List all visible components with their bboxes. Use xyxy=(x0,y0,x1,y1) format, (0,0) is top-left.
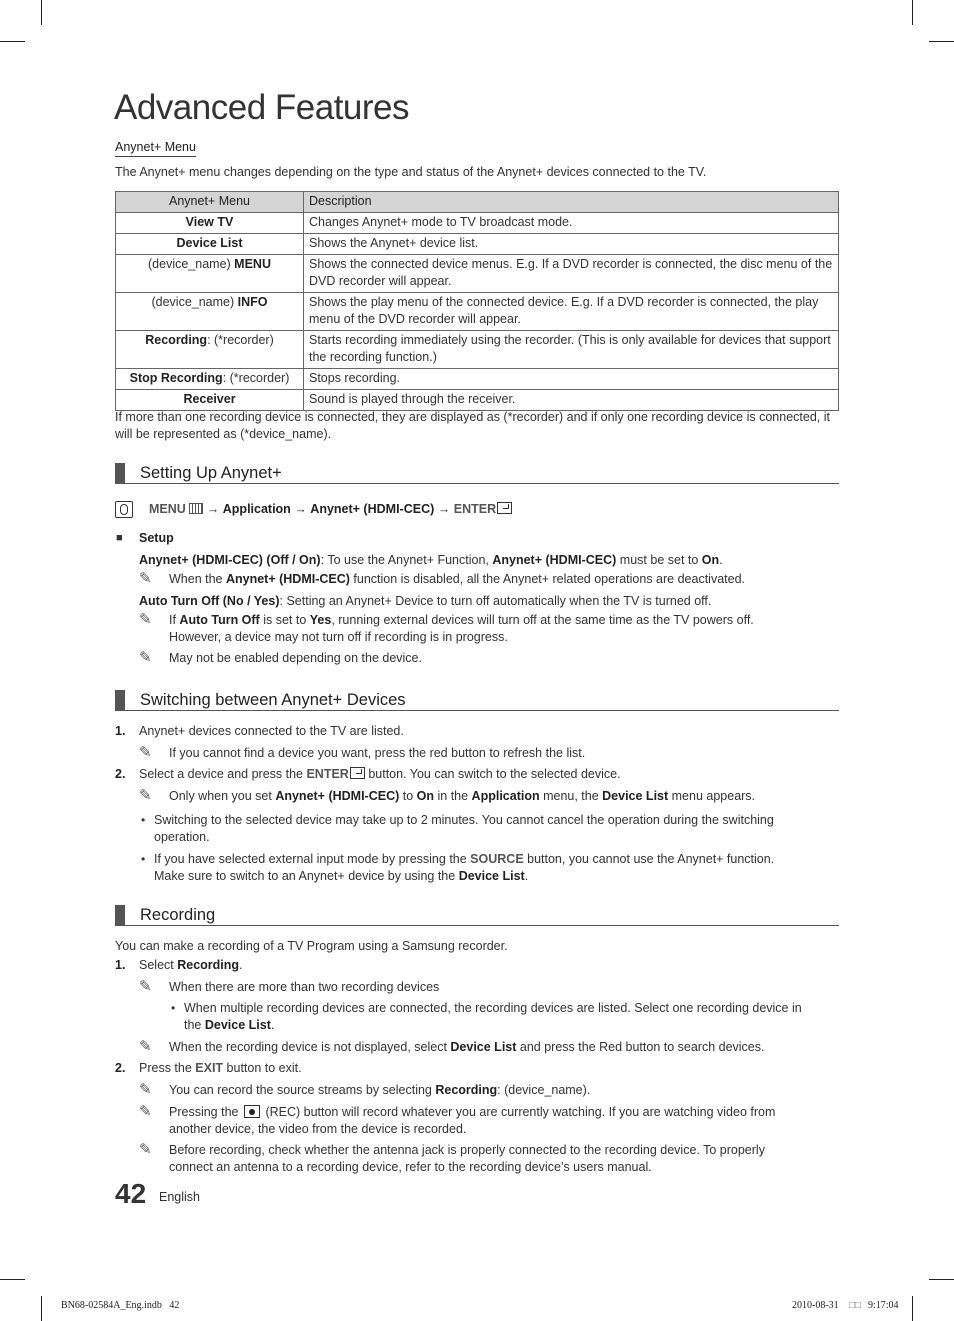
pencil-note-icon: ✎ xyxy=(139,744,152,761)
pencil-note-icon: ✎ xyxy=(139,570,152,587)
section-bar xyxy=(115,690,125,710)
section-bar xyxy=(115,905,125,925)
setup-label: Setup xyxy=(139,531,174,545)
rec-note-5: Before recording, check whether the antenna jack is properly connected to the recording device. To properly connect an antenna to a recording device, refer to the recording device’s users manual. xyxy=(169,1143,765,1174)
dot-bullet-icon: • xyxy=(141,813,146,827)
crop-mark xyxy=(912,1296,913,1321)
section-title: Setting Up Anynet+ xyxy=(140,464,282,482)
rec-sub-bullet: When multiple recording devices are connected, the recording devices are listed. Select one recording device in the Device List. xyxy=(184,1001,802,1032)
section-recording xyxy=(115,905,839,926)
table-cell-menu: (device_name) MENU xyxy=(116,255,304,293)
anynet-menu-intro: The Anynet+ menu changes depending on the type and status of the Anynet+ devices connected to the TV. xyxy=(115,165,707,179)
table-cell-menu: Recording: (*recorder) xyxy=(116,331,304,369)
hdmi-cec-note: When the Anynet+ (HDMI-CEC) function is disabled, all the Anynet+ related operations are deactivated. xyxy=(169,572,746,586)
section-switching xyxy=(115,690,839,711)
table-row xyxy=(116,331,839,369)
rec-step-1: Select Recording. xyxy=(139,958,243,972)
step-number: 1. xyxy=(115,724,126,738)
pencil-note-icon: ✎ xyxy=(139,611,152,628)
table-cell-menu: Receiver xyxy=(116,390,304,411)
table-cell-description: Shows the connected device menus. E.g. If a DVD recorder is connected, the disc menu of the DVD recorder will appear. xyxy=(304,255,839,293)
step-number: 2. xyxy=(115,767,126,781)
menu-icon xyxy=(189,503,203,514)
section-setting-up xyxy=(115,463,839,484)
table-header-row xyxy=(116,192,839,213)
square-bullet-icon: ■ xyxy=(116,532,123,544)
switch-bullet-1: Switching to the selected device may take up to 2 minutes. You cannot cancel the operation during the switching operation. xyxy=(154,813,774,844)
table-cell-description: Changes Anynet+ mode to TV broadcast mode. xyxy=(304,213,839,234)
step-number: 1. xyxy=(115,958,126,972)
pencil-note-icon: ✎ xyxy=(139,1038,152,1055)
pencil-note-icon: ✎ xyxy=(139,1141,152,1158)
pencil-note-icon: ✎ xyxy=(139,787,152,804)
recording-intro: You can make a recording of a TV Program using a Samsung recorder. xyxy=(115,939,508,953)
switch-bullet-2: If you have selected external input mode by pressing the SOURCE button, you cannot use the Anynet+ function. Make sure to switch to an Anynet+ device by using the Device List. xyxy=(154,852,775,883)
table-row xyxy=(116,369,839,390)
dot-bullet-icon: • xyxy=(141,852,146,866)
crop-mark xyxy=(912,0,913,25)
menu-path: MENU → Application → Anynet+ (HDMI-CEC) → ENTER xyxy=(149,501,512,518)
crop-mark xyxy=(0,1279,25,1280)
rec-note-1: When there are more than two recording devices xyxy=(169,980,440,994)
anynet-menu-table xyxy=(115,191,839,411)
anynet-menu-label: Anynet+ Menu xyxy=(115,140,196,157)
table-row xyxy=(116,293,839,331)
pencil-note-icon: ✎ xyxy=(139,1103,152,1120)
step-number: 2. xyxy=(115,1061,126,1075)
crop-mark xyxy=(929,41,954,42)
table-cell-description: Sound is played through the receiver. xyxy=(304,390,839,411)
enter-icon xyxy=(497,502,512,514)
switch-step-2: Select a device and press the ENTER button. You can switch to the selected device. xyxy=(139,767,621,781)
table-header-description: Description xyxy=(304,192,839,213)
table-cell-menu: Device List xyxy=(116,234,304,255)
pencil-note-icon: ✎ xyxy=(139,978,152,995)
table-row xyxy=(116,213,839,234)
table-cell-menu: View TV xyxy=(116,213,304,234)
rec-note-2: When the recording device is not displayed, select Device List and press the Red button to search devices. xyxy=(169,1040,765,1054)
footer-time: 9:17:04 xyxy=(868,1300,899,1311)
hdmi-cec-line: Anynet+ (HDMI-CEC) (Off / On): To use the Anynet+ Function, Anynet+ (HDMI-CEC) must be set to On. xyxy=(139,553,723,567)
footer-glyphs: □□ xyxy=(849,1300,862,1311)
table-cell-menu: Stop Recording: (*recorder) xyxy=(116,369,304,390)
pencil-note-icon: ✎ xyxy=(139,649,152,666)
section-bar xyxy=(115,463,125,483)
footer-file: BN68-02584A_Eng.indb 42 xyxy=(61,1300,180,1311)
table-header-menu: Anynet+ Menu xyxy=(116,192,304,213)
table-cell-description: Shows the Anynet+ device list. xyxy=(304,234,839,255)
table-cell-description: Starts recording immediately using the recorder. (This is only available for devices that support the recording function.) xyxy=(304,331,839,369)
enter-icon xyxy=(350,767,365,779)
table-row xyxy=(116,255,839,293)
switch-step-1-note: If you cannot find a device you want, press the red button to refresh the list. xyxy=(169,746,586,760)
crop-mark xyxy=(0,41,25,42)
table-cell-description: Shows the play menu of the connected device. E.g. If a DVD recorder is connected, the play menu of the DVD recorder will appear. xyxy=(304,293,839,331)
rec-note-4: Pressing the (REC) button will record whatever you are currently watching. If you are watching video from another device, the video from the device is recorded. xyxy=(169,1105,776,1136)
crop-mark xyxy=(41,0,42,25)
recorder-note: If more than one recording device is connected, they are displayed as (*recorder) and if only one recording device is connected, it will be represented as (*device_name). xyxy=(115,410,830,441)
footer-date: 2010-08-31 xyxy=(792,1300,839,1311)
table-cell-menu: (device_name) INFO xyxy=(116,293,304,331)
device-note: May not be enabled depending on the device. xyxy=(169,651,422,665)
dot-bullet-icon: • xyxy=(171,1001,176,1015)
table-cell-description: Stops recording. xyxy=(304,369,839,390)
table-row xyxy=(116,390,839,411)
section-title: Recording xyxy=(140,906,216,924)
osd-icon xyxy=(115,501,133,518)
section-title: Switching between Anynet+ Devices xyxy=(140,691,406,709)
crop-mark xyxy=(929,1279,954,1280)
page-number: 42 xyxy=(115,1178,147,1209)
auto-turn-off-note: If Auto Turn Off is set to Yes, running external devices will turn off at the same time as the TV powers off. However, a device may not turn off if recording is in progress. xyxy=(169,613,754,644)
auto-turn-off-line: Auto Turn Off (No / Yes): Setting an Anynet+ Device to turn off automatically when the TV is turned off. xyxy=(139,594,712,608)
page-language: English xyxy=(159,1190,200,1204)
crop-mark xyxy=(41,1296,42,1321)
rec-note-3: You can record the source streams by selecting Recording: (device_name). xyxy=(169,1083,591,1097)
rec-button-icon xyxy=(244,1105,260,1118)
switch-step-1: Anynet+ devices connected to the TV are listed. xyxy=(139,724,404,738)
page-title: Advanced Features xyxy=(114,88,410,127)
table-row xyxy=(116,234,839,255)
switch-step-2-note: Only when you set Anynet+ (HDMI-CEC) to On in the Application menu, the Device List menu appears. xyxy=(169,789,756,803)
pencil-note-icon: ✎ xyxy=(139,1081,152,1098)
rec-step-2: Press the EXIT button to exit. xyxy=(139,1061,302,1075)
